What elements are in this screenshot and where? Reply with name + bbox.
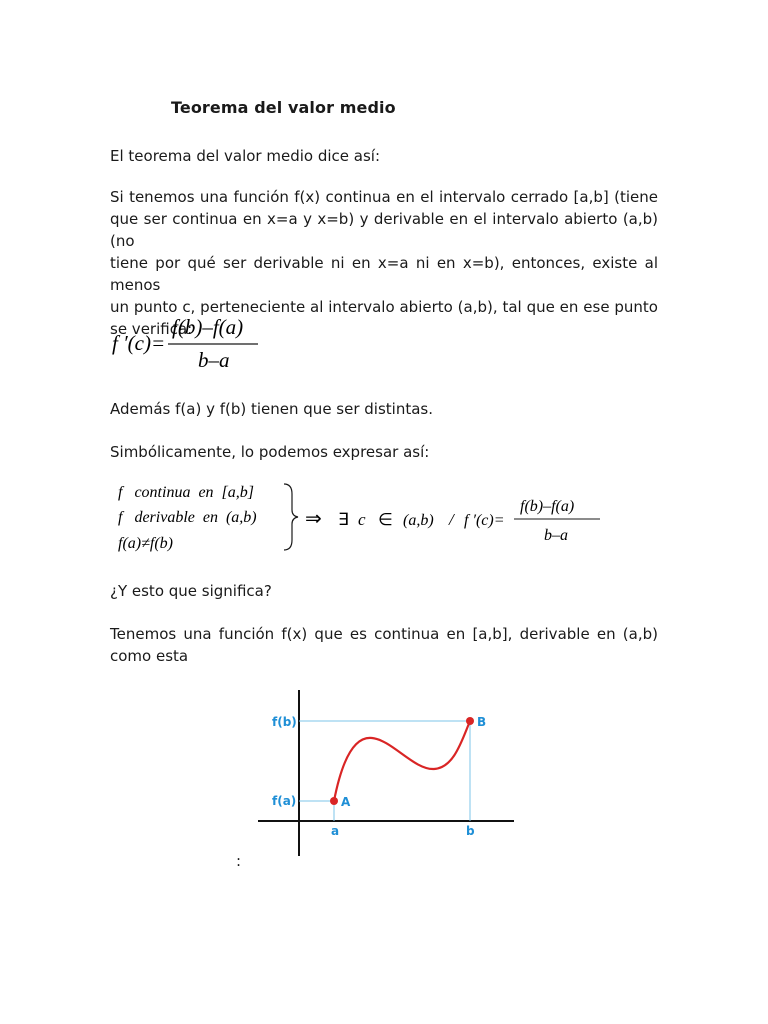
mean-value-formula: [112, 312, 272, 372]
theorem-line: que ser continua en x=a y x=b) y derivable en el intervalo abierto (a,b) (no: [110, 210, 658, 250]
symbolic-intro-paragraph: Simbólicamente, lo podemos expresar así:: [110, 443, 430, 461]
distinct-values-paragraph: Además f(a) y f(b) tienen que ser distintas.: [110, 400, 434, 418]
theorem-line: se verifica:: [110, 320, 193, 338]
condition-continuous: f continua en [a,b]: [118, 484, 254, 501]
fa-label: f(a): [272, 794, 297, 808]
fb-label: f(b): [272, 715, 297, 729]
point-a-label: A: [341, 795, 351, 809]
page-title: Teorema del valor medio: [171, 98, 396, 117]
condition-distinct: f(a)≠f(b): [118, 535, 173, 552]
theorem-line: un punto c, perteneciente al intervalo abierto (a,b), tal que en ese punto: [110, 298, 658, 316]
trailing-colon: :: [236, 852, 242, 870]
question-paragraph: ¿Y esto que significa?: [110, 582, 272, 600]
formula2-numerator: f(b)–f(a): [520, 498, 575, 515]
function-paragraph: [110, 623, 658, 667]
point-a-marker: [330, 797, 338, 805]
function-graph: [254, 690, 518, 858]
implies-symbol: ⇒: [305, 506, 322, 530]
formula2-lhs: f ′(c)=: [464, 512, 505, 529]
theorem-line: tiene por qué ser derivable ni en x=a ni en x=b), entonces, existe al menos: [110, 254, 658, 294]
formula2-denominator: b–a: [544, 527, 568, 544]
theorem-line: Si tenemos una función f(x) continua en el intervalo cerrado [a,b] (tiene: [110, 188, 658, 206]
formula-lhs: f ′(c)=: [112, 331, 166, 355]
formula-denominator: b–a: [198, 348, 230, 372]
b-tick-label: b: [466, 824, 475, 838]
formula-numerator: f(b)–f(a): [172, 315, 244, 339]
point-b-marker: [466, 717, 474, 725]
symbolic-formula: [112, 480, 612, 554]
function-line: como esta: [110, 647, 189, 665]
such-that-slash: /: [449, 510, 454, 529]
point-c: c: [358, 510, 366, 529]
intro-paragraph: El teorema del valor medio dice así:: [110, 147, 381, 165]
condition-derivable: f derivable en (a,b): [118, 509, 257, 526]
function-curve: [334, 721, 470, 801]
function-line: Tenemos una función f(x) que es continua en [a,b], derivable en (a,b): [110, 625, 658, 643]
exists-symbol: ∃: [338, 510, 349, 530]
a-tick-label: a: [331, 824, 340, 838]
right-brace: [284, 484, 298, 550]
open-interval: (a,b): [403, 512, 434, 529]
point-b-label: B: [477, 715, 487, 729]
element-of-symbol: ∈: [378, 510, 393, 530]
